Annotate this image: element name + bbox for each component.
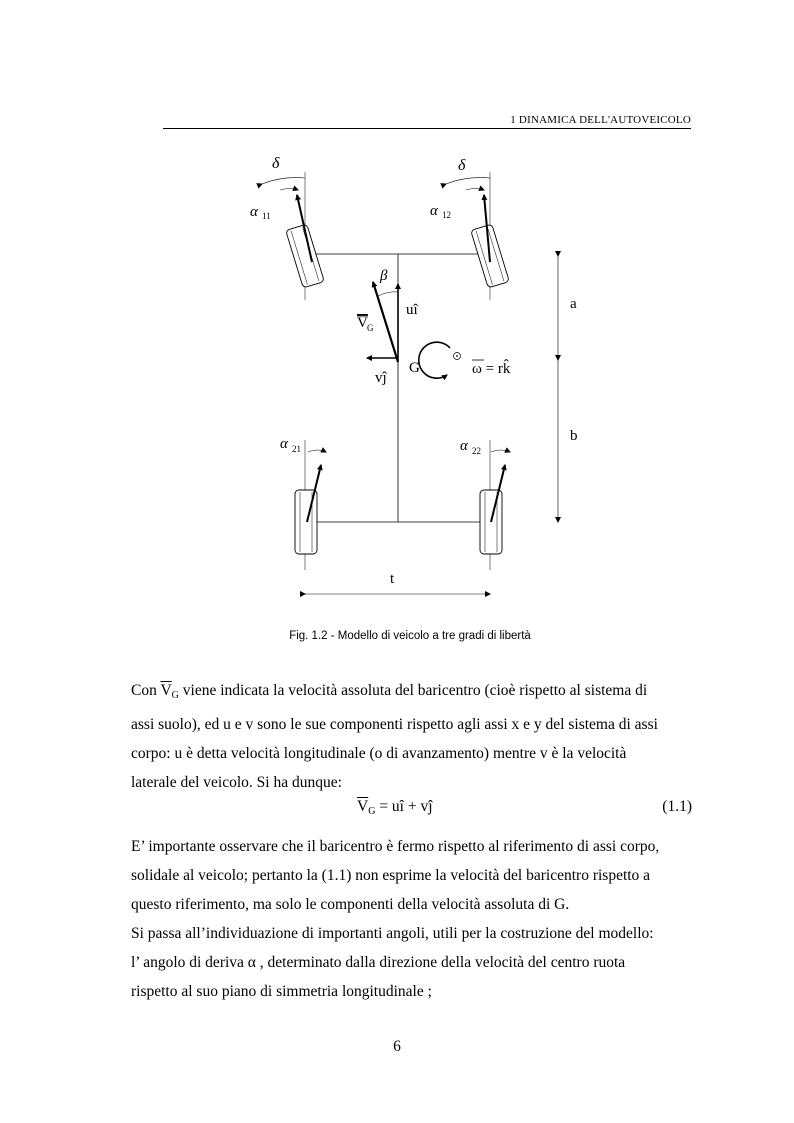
label-alpha12-sub: 12: [442, 210, 451, 220]
label-alpha22: α: [460, 438, 468, 454]
paragraph-2-line-4: Si passa all’individuazione di importanti angoli, utili per la costruzione del modello:: [131, 925, 654, 942]
equation-number: (1.1): [662, 798, 692, 815]
paragraph-2-line-3: questo riferimento, ma solo le componenti della velocità assoluta di G.: [131, 896, 570, 913]
label-alpha11: α: [250, 204, 258, 220]
paragraph-1-line-3: corpo: u è detta velocità longitudinale (o di avanzamento) mentre v è la velocità: [131, 745, 627, 762]
wheel-rear-left: [295, 490, 317, 554]
paragraph-1-line-2: assi suolo), ed u e v sono le sue componenti rispetto agli assi x e y del sistema di assi: [131, 716, 658, 733]
label-delta-left: δ: [272, 155, 280, 172]
label-beta: β: [380, 268, 388, 284]
label-omega: ω = rk̂: [472, 361, 511, 377]
figure-caption: Fig. 1.2 - Modello di veicolo a tre gradi di libertà: [289, 630, 531, 642]
label-vg-sub: G: [367, 323, 374, 333]
label-alpha21-sub: 21: [292, 444, 301, 454]
paragraph-1: [131, 676, 692, 797]
label-delta-right: δ: [458, 157, 466, 174]
paragraph-2: [131, 832, 692, 1006]
paragraph-2-line-5: l’ angolo di deriva α , determinato dalla direzione della velocità del centro ruota: [131, 954, 626, 971]
velocity-vg-arrow: [373, 282, 398, 362]
label-a: a: [570, 296, 577, 312]
paragraph-2-line-1: E’ importante osservare che il baricentro è fermo rispetto al riferimento di assi corpo,: [131, 838, 660, 855]
equation-body: $\overline{V}_G$ = uî + vĵ: [357, 798, 433, 817]
delta-arc-right: [446, 178, 490, 184]
paragraph-2-line-2: solidale al veicolo; pertanto la (1.1) non esprime la velocità del baricentro rispetto a: [131, 867, 651, 884]
label-vg: V: [357, 315, 368, 331]
label-g: G: [409, 360, 420, 376]
paragraph-2-line-6: rispetto al suo piano di simmetria longitudinale ;: [131, 983, 432, 1000]
label-ui: uî: [406, 302, 418, 318]
label-alpha12: α: [430, 203, 438, 219]
running-header: 1 DINAMICA DELL'AUTOVEICOLO: [510, 114, 691, 126]
paragraph-1-line-1: Con $\overline{V}_G$ viene indicata la velocità assoluta del baricentro (cioè rispetto al sistema di: [131, 682, 648, 701]
equation-1-1: [131, 796, 692, 824]
paragraph-1-line-4: laterale del veicolo. Si ha dunque:: [131, 774, 342, 791]
beta-arc: [378, 292, 398, 296]
label-alpha21: α: [280, 436, 288, 452]
label-vj: vĵ: [375, 370, 387, 386]
label-alpha11-sub: 11: [262, 211, 271, 221]
page-number: 6: [393, 1038, 401, 1055]
delta-arc-left: [262, 178, 305, 184]
label-alpha22-sub: 22: [472, 446, 481, 456]
label-t: t: [390, 571, 395, 587]
yaw-arc: [419, 342, 450, 378]
label-b: b: [570, 428, 578, 444]
